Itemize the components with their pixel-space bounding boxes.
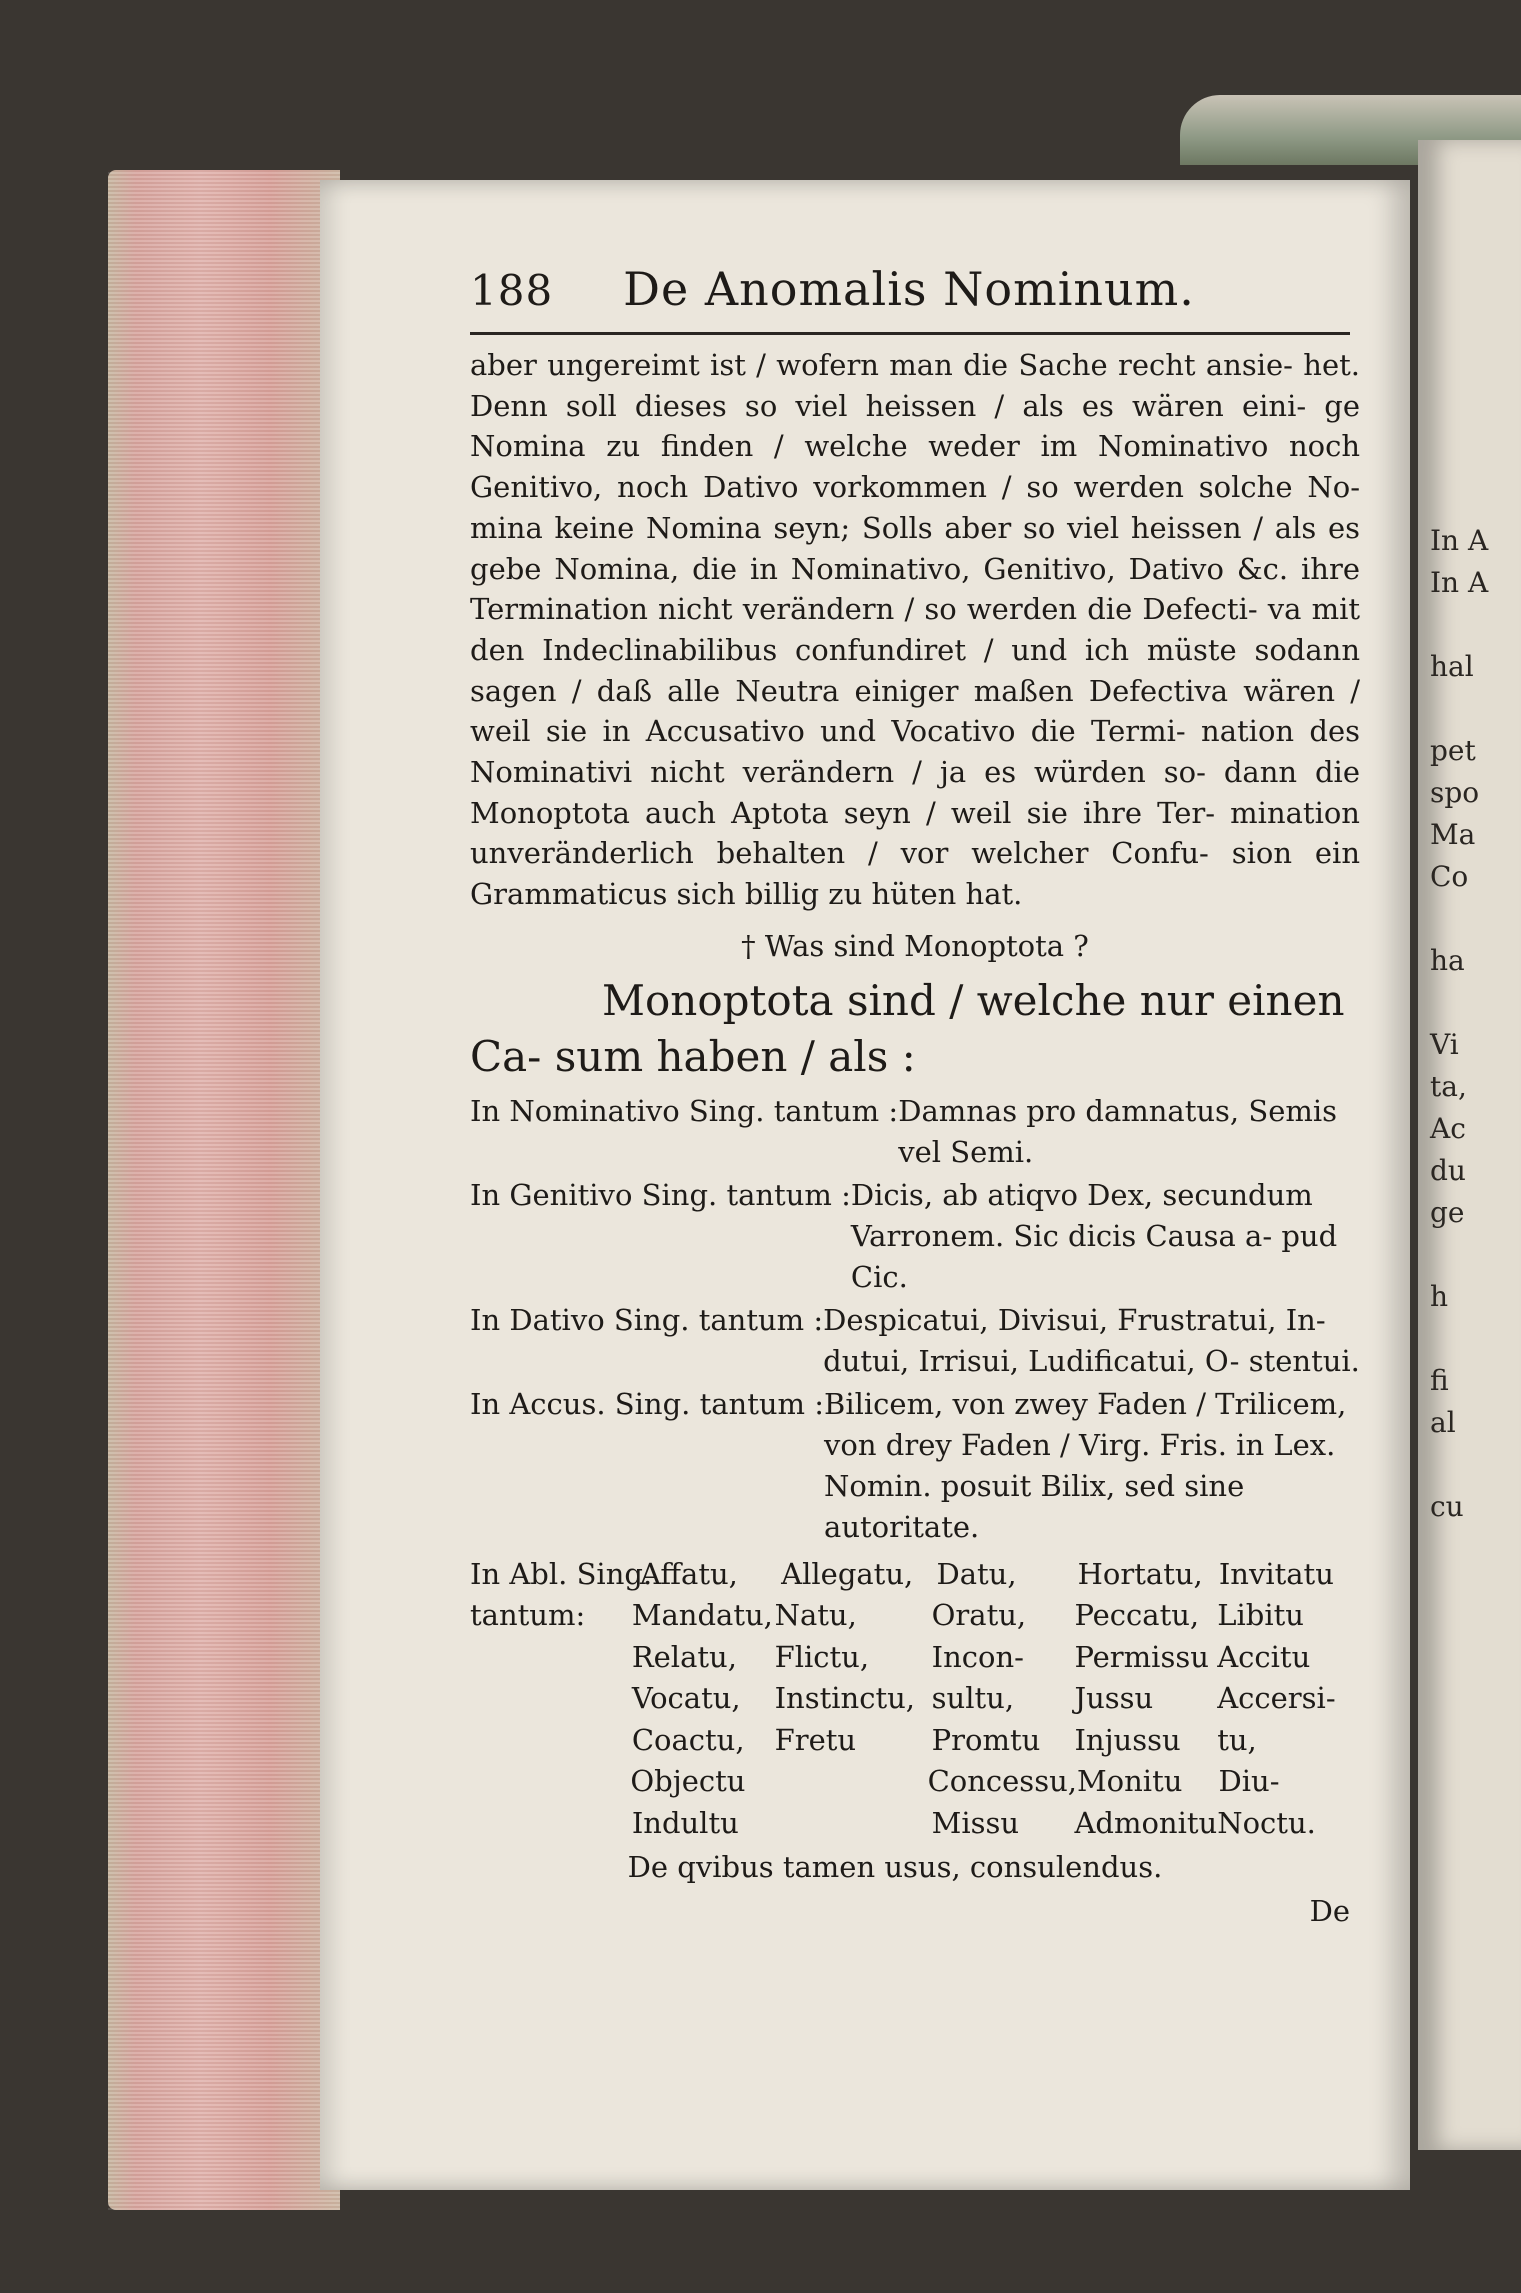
ablative-word: Jussu <box>1074 1681 1154 1716</box>
facing-line: Ma <box>1430 818 1476 851</box>
facing-line <box>1430 1234 1488 1276</box>
facing-line <box>1430 688 1488 730</box>
ablative-row <box>470 1803 1360 1845</box>
facing-line: cu <box>1430 1490 1464 1523</box>
ablative-word: Incon- <box>931 1639 1024 1674</box>
facing-line: In A <box>1430 566 1489 599</box>
ablative-word: Hortatu, <box>1077 1556 1203 1591</box>
page-header <box>470 262 1360 324</box>
entry-text: Despicatui, Divisui, Frustratui, In- dutui, Irrisui, Ludificatui, O- stentui. <box>823 1302 1360 1378</box>
page-edge <box>108 170 340 2210</box>
body-paragraph: aber ungereimt ist / wofern man die Sache recht ansie- het. Denn soll dieses so viel heissen / als es wären eini- ge Nomina zu finden / welche weder im Nominativo noch Genitivo, noch Dativo vorkommen / so werden solche No- mina keine Nomina seyn; Solls aber so viel heissen / als es gebe Nomina, die in Nominativo, Genitivo, Dativo &c. ihre Termination nicht verändern / so werden die Defecti- va mit den Indeclinabilibus confundiret / und ich müste sodann sagen / daß alle Neutra einiger maßen Defectiva wären / weil sie in Accusativo und Vocativo die Termi- nation des Nominativi nicht verändern / ja es würden so- dann die Monoptota auch Aptota seyn / weil sie ihre Ter- mination unveränderlich behalten / vor welcher Confu- sion ein Grammaticus sich billig zu hüten hat. <box>470 348 1360 912</box>
ablative-word: Accitu <box>1217 1639 1311 1674</box>
entry-label: In Accus. Sing. tantum : <box>470 1386 825 1421</box>
running-title: De Anomalis Nominum. <box>623 262 1195 316</box>
ablative-row <box>470 1678 1360 1720</box>
entry-text: Dicis, ab atiqvo Dex, secundum Varronem. Sic dicis Causa a- pud Cic. <box>850 1177 1338 1294</box>
ablative-word: Monitu <box>1076 1764 1183 1799</box>
facing-page-text <box>1430 520 1488 1528</box>
ablative-word: Libitu <box>1217 1598 1304 1633</box>
entry-nominative <box>470 1091 1360 1173</box>
entry-text: Bilicem, von zwey Faden / Trilicem, von drey Faden / Virg. Fris. in Lex. Nomin. posuit Bilix, sed sine autoritate. <box>824 1386 1347 1544</box>
ablative-table <box>470 1554 1360 1845</box>
ablative-word: Admonitu <box>1074 1805 1218 1840</box>
facing-line: ha <box>1430 944 1465 977</box>
closing-line: De qvibus tamen usus, consulendus. <box>627 1850 1163 1885</box>
ablative-word: Diu- <box>1218 1764 1280 1799</box>
facing-line: pet <box>1430 734 1476 767</box>
ablative-row <box>470 1595 1360 1637</box>
ablative-label <box>470 1720 632 1762</box>
ablative-row <box>470 1554 1360 1596</box>
ablative-word: Injussu <box>1074 1722 1181 1757</box>
facing-line: fi <box>1430 1364 1449 1397</box>
entry-label: In Dativo Sing. tantum : <box>470 1302 824 1337</box>
ablative-label <box>470 1678 632 1720</box>
entry-label: In Nominativo Sing. tantum : <box>470 1093 899 1128</box>
ablative-word: Peccatu, <box>1074 1598 1200 1633</box>
facing-line <box>1430 1444 1488 1486</box>
ablative-row <box>470 1761 1360 1803</box>
facing-line: ta, <box>1430 1070 1467 1103</box>
facing-line <box>1430 604 1488 646</box>
facing-line: al <box>1430 1406 1456 1439</box>
ablative-word: Indultu <box>631 1805 739 1840</box>
ablative-word: Relatu, <box>631 1639 737 1674</box>
ablative-word: Noctu. <box>1217 1805 1316 1840</box>
answer: Monoptota sind / welche nur einen Ca- sum haben / als : <box>470 975 1345 1081</box>
ablative-word <box>775 1803 932 1845</box>
page-number: 188 <box>470 266 554 315</box>
facing-line <box>1430 1318 1488 1360</box>
facing-line: Ac <box>1430 1112 1466 1145</box>
facing-page <box>1418 140 1521 2150</box>
ablative-word: Objectu <box>630 1764 746 1799</box>
ablative-label: tantum: <box>470 1598 586 1633</box>
entry-text: Damnas pro damnatus, Semis vel Semi. <box>898 1093 1338 1169</box>
facing-line <box>1430 982 1488 1024</box>
facing-line: hal <box>1430 650 1474 683</box>
ablative-row <box>470 1720 1360 1762</box>
ablative-label <box>470 1761 630 1803</box>
ablative-word: Allegatu, <box>781 1556 914 1591</box>
ablative-word: tu, <box>1217 1722 1257 1757</box>
ablative-word: Instinctu, <box>774 1681 916 1716</box>
facing-line: In A <box>1430 524 1489 557</box>
catchword: De <box>1309 1894 1350 1929</box>
ablative-word: Natu, <box>774 1598 857 1633</box>
ablative-word: Invitatu <box>1218 1556 1334 1591</box>
page-content <box>470 262 1360 1928</box>
ablative-word: Flictu, <box>774 1639 870 1674</box>
entry-genitive <box>470 1175 1360 1298</box>
header-rule <box>470 332 1350 335</box>
ablative-word: Accersi- <box>1217 1681 1336 1716</box>
question: † Was sind Monoptota ? <box>741 928 1089 963</box>
ablative-word: Coactu, <box>631 1722 745 1757</box>
entry-accusative <box>470 1384 1360 1548</box>
ablative-label: In Abl. Sing. <box>470 1556 653 1591</box>
ablative-word <box>772 1761 928 1803</box>
facing-line: spo <box>1430 776 1480 809</box>
ablative-word: Concessu, <box>927 1764 1077 1799</box>
facing-line: Vi <box>1430 1028 1459 1061</box>
case-entries <box>470 1091 1360 1548</box>
ablative-word: Fretu <box>774 1722 857 1757</box>
ablative-word: Vocatu, <box>631 1681 741 1716</box>
facing-line <box>1430 898 1488 940</box>
facing-line: h <box>1430 1280 1449 1313</box>
ablative-label <box>470 1637 632 1679</box>
facing-line: Co <box>1430 860 1469 893</box>
ablative-word: Missu <box>931 1805 1020 1840</box>
ablative-word: Datu, <box>936 1556 1017 1591</box>
ablative-word: Mandatu, <box>631 1598 773 1633</box>
ablative-word: sultu, <box>931 1681 1015 1716</box>
facing-line: ge <box>1430 1196 1465 1229</box>
ablative-label <box>470 1803 632 1845</box>
entry-dative <box>470 1300 1360 1382</box>
ablative-word: Permissu <box>1074 1639 1209 1674</box>
facing-line: du <box>1430 1154 1466 1187</box>
ablative-word: Affatu, <box>640 1556 738 1591</box>
entry-label: In Genitivo Sing. tantum : <box>470 1177 851 1212</box>
ablative-word: Promtu <box>931 1722 1041 1757</box>
ablative-row <box>470 1637 1360 1679</box>
ablative-word: Oratu, <box>931 1598 1027 1633</box>
